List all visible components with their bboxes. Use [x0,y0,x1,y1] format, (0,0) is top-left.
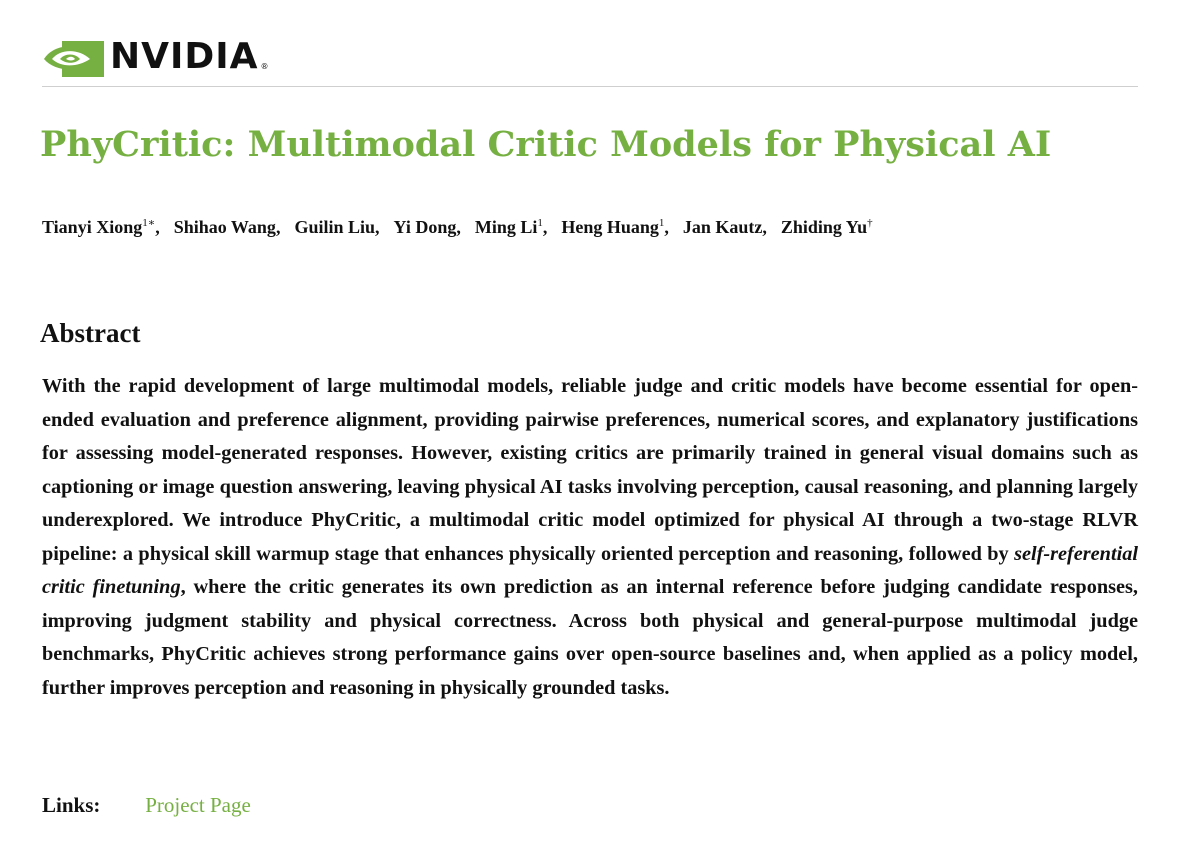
author-name: Zhiding Yu [780,217,868,237]
author-separator: , [664,217,669,237]
nvidia-logo[interactable] [42,34,269,80]
author [294,217,379,237]
author [683,217,767,237]
author-name: Jan Kautz [682,217,763,237]
author-name: Guilin Liu [294,217,375,237]
author-separator: , [762,217,767,237]
abstract-text-part2: , where the critic generates its own prediction as an internal reference before judging candidate responses, improving judgment stability and physical correctness. Across both physical and general-purpose multimodal judge benchmarks, PhyCritic achieves strong performance gains over open-source baselines and, when applied as a policy model, further improves perception and reasoning in physically grounded tasks. [42,576,1138,699]
author [475,217,548,237]
author-affiliation: † [867,217,873,229]
author-name: Ming Li [474,217,538,237]
header [42,34,1138,88]
links-row [42,793,251,818]
author-separator: , [456,217,461,237]
author-name: Yi Dong [393,217,457,237]
nvidia-eye-icon [42,37,104,77]
author [561,217,669,237]
abstract-heading: Abstract [40,318,141,348]
author [42,217,160,237]
author [781,217,873,237]
author-name: Heng Huang [561,217,659,237]
author-list [42,216,887,238]
author-name: Tianyi Xiong [42,217,143,237]
author-name: Shihao Wang [173,217,276,237]
author-separator: , [542,217,548,237]
author-affiliation: 1 [537,217,543,229]
author-separator: , [374,217,380,237]
author-separator: , [275,217,281,237]
author [393,217,460,237]
author-separator: , [155,217,160,237]
author [174,217,281,237]
links-label: Links: [42,793,101,817]
abstract-emphasis: self-referential critic finetuning [42,542,1138,598]
author-affiliation: 1 [658,217,665,229]
abstract-text-part1: With the rapid development of large multimodal models, reliable judge and critic models have become essential for open-ended evaluation and preference alignment, providing pairwise preferences, numerical scores, and explanatory justifications for assessing model-generated responses. However, existing critics are primarily trained in general visual domains such as captioning or image question answering, leaving physical AI tasks involving perception, causal reasoning, and planning largely underexplored. We introduce PhyCritic, a multimodal critic model optimized for physical AI through a two-stage RLVR pipeline: a physical skill warmup stage that enhances physically oriented perception and reasoning, followed by [42,375,1138,565]
paper-title: PhyCritic: Multimodal Critic Models for Physical AI [40,124,1052,165]
abstract-text [42,370,1138,705]
project-page-link[interactable]: Project Page [145,793,251,817]
header-divider [42,86,1138,87]
author-affiliation: 1∗ [142,217,156,229]
logo-text: NVIDIA [110,36,259,77]
registered-mark: ® [260,61,269,71]
